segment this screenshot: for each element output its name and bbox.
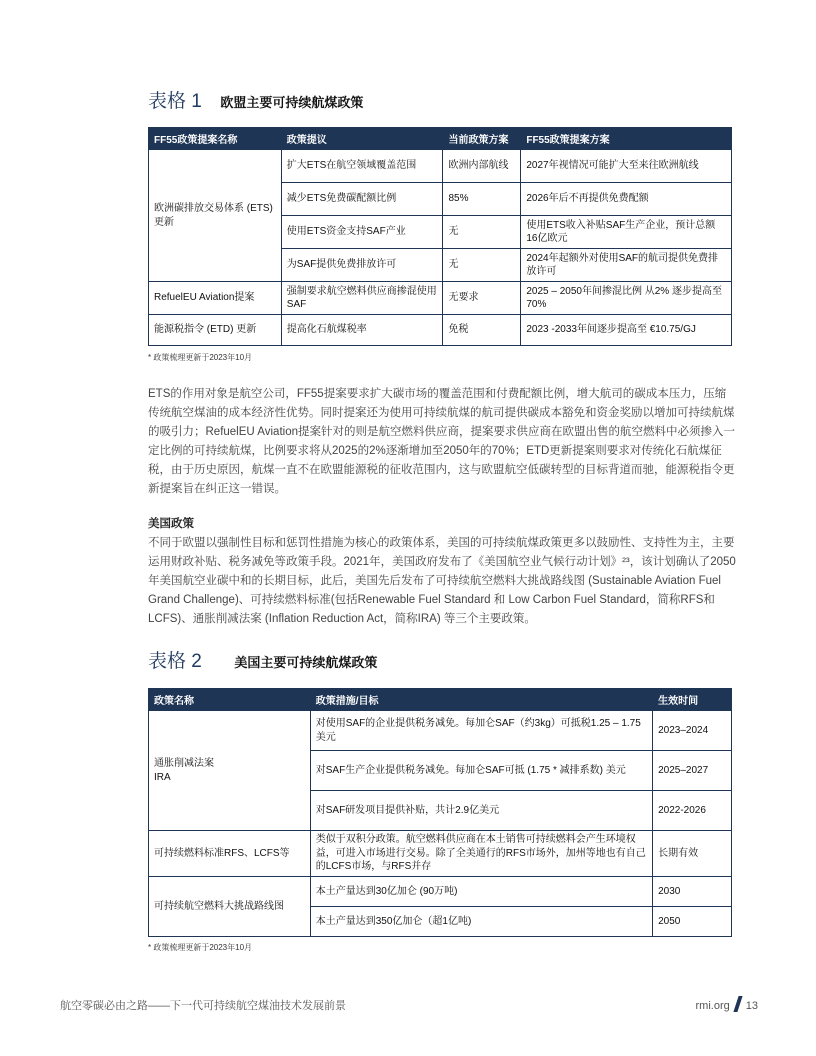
time-cell: 2023–2024	[653, 711, 732, 751]
ff55-cell: 2024年起额外对使用SAF的航司提供免费排放许可	[521, 249, 732, 282]
table2-title: 美国主要可持续航煤政策	[234, 655, 378, 670]
footer-page-info	[696, 996, 758, 1012]
policy-name-cell: RefuelEU Aviation提案	[149, 282, 282, 315]
time-cell: 2025–2027	[653, 751, 732, 791]
proposal-cell: 扩大ETS在航空领域覆盖范围	[281, 150, 443, 183]
measure-cell: 对使用SAF的企业提供税务减免。每加仑SAF（约3kg）可抵税1.25 – 1.75美元	[310, 711, 652, 751]
policy-name-cell: 能源税指令 (ETD) 更新	[149, 315, 282, 346]
current-cell: 无要求	[443, 282, 521, 315]
table2-note: * 政策梳理更新于2023年10月	[148, 943, 253, 952]
table2-header-row	[149, 689, 732, 711]
table1-header: FF55政策提案名称	[149, 128, 282, 150]
current-cell: 85%	[443, 183, 521, 216]
table1-note: * 政策梳理更新于2023年10月	[148, 353, 253, 362]
time-cell: 长期有效	[653, 831, 732, 877]
policy-name-cell	[149, 711, 311, 831]
table1-title: 欧盟主要可持续航煤政策	[220, 95, 364, 110]
current-cell: 免税	[443, 315, 521, 346]
policy-name-cell: 欧洲碳排放交易体系 (ETS) 更新	[149, 150, 282, 282]
table-row	[149, 831, 732, 877]
table1-label: 表格 1	[148, 91, 202, 112]
ira-name-line: IRA	[154, 771, 171, 783]
table-row	[149, 150, 732, 183]
current-cell: 欧洲内部航线	[443, 150, 521, 183]
table1-header-row	[149, 128, 732, 150]
table2-label: 表格 2	[148, 651, 202, 672]
table1-heading	[148, 86, 363, 113]
ff55-cell: 2026年后不再提供免费配额	[521, 183, 732, 216]
current-cell: 无	[443, 216, 521, 249]
measure-cell: 本土产量达到30亿加仑 (90万吨)	[310, 877, 652, 907]
table-row	[149, 877, 732, 907]
table-row	[149, 711, 732, 751]
table-row	[149, 282, 732, 315]
table1-header: FF55政策提案方案	[521, 128, 732, 150]
body-paragraph	[148, 534, 736, 629]
footer-site-link[interactable]: rmi.org	[695, 1000, 730, 1012]
time-cell: 2050	[653, 907, 732, 937]
paragraph-us: 不同于欧盟以强制性目标和惩罚性措施为核心的政策体系，美国的可持续航煤政策更多以鼓励性、支持性为主，主要运用财政补贴、税务减免等政策手段。2021年，美国政府发布了《美国航空业气候行动计划》²³，该计划确认了2050年美国航空业碳中和的长期目标，此后，美国先后发布了可持续航空燃料大挑战路线图 (Sustainable Aviation Fuel Grand Challenge)、可持续燃料标准(包括Renewable Fuel Standard 和 Low Carbon Fuel Standard，简称RFS和LCFS)、通胀削减法案 (Inflation Reduction Act，简称IRA) 等三个主要政策。	[148, 537, 736, 625]
time-cell: 2022-2026	[653, 791, 732, 831]
table1-header: 政策提议	[281, 128, 443, 150]
table1	[148, 127, 732, 346]
page-number: 13	[745, 1000, 758, 1012]
policy-name-cell: 可持续航空燃料大挑战路线图	[149, 877, 311, 937]
footer-title: 航空零碳必由之路——下一代可持续航空煤油技术发展前景	[60, 1000, 346, 1012]
table2-header: 政策名称	[149, 689, 311, 711]
proposal-cell: 减少ETS免费碳配额比例	[281, 183, 443, 216]
table2	[148, 688, 732, 937]
policy-name-cell: 可持续燃料标准RFS、LCFS等	[149, 831, 311, 877]
measure-cell: 对SAF生产企业提供税务减免。每加仑SAF可抵 (1.75 * 减排系数) 美元	[310, 751, 652, 791]
measure-cell: 对SAF研发项目提供补贴，共计2.9亿美元	[310, 791, 652, 831]
table2-heading	[148, 646, 377, 673]
section-heading-us: 美国政策	[148, 518, 194, 530]
ff55-cell: 2025 – 2050年间掺混比例 从2% 逐步提高至 70%	[521, 282, 732, 315]
proposal-cell: 强制要求航空燃料供应商掺混使用SAF	[281, 282, 443, 315]
measure-cell: 类似于双积分政策。航空燃料供应商在本土销售可持续燃料会产生环境权益，可进入市场进行交易。除了全美通行的RFS市场外，加州等地也有自己的LCFS市场，与RFS并存	[310, 831, 652, 877]
measure-cell: 本土产量达到350亿加仑（超1亿吨)	[310, 907, 652, 937]
proposal-cell: 使用ETS资金支持SAF产业	[281, 216, 443, 249]
time-cell: 2030	[653, 877, 732, 907]
ira-name-line: 通胀削减法案	[154, 758, 214, 769]
ff55-cell: 使用ETS收入补贴SAF生产企业，预计总额16亿欧元	[521, 216, 732, 249]
body-paragraph	[148, 385, 736, 499]
proposal-cell: 为SAF提供免费排放许可	[281, 249, 443, 282]
ff55-cell: 2027年视情况可能扩大至来往欧洲航线	[521, 150, 732, 183]
ff55-cell: 2023 -2033年间逐步提高至 €10.75/GJ	[521, 315, 732, 346]
table1-header: 当前政策方案	[443, 128, 521, 150]
paragraph-ets: ETS的作用对象是航空公司，FF55提案要求扩大碳市场的覆盖范围和付费配额比例，增大航司的碳成本压力，压缩传统航空煤油的成本经济性优势。同时提案还为使用可持续航煤的航司提供碳成本豁免和资金奖励以增加可持续航煤的吸引力；RefuelEU Aviation提案针对的则是航空燃料供应商，提案要求供应商在欧盟出售的航空燃料中必须掺入一定比例的可持续航煤，比例要求将从2025的2%逐渐增加至2050年的70%；ETD更新提案则要求对传统化石航煤征税，由于历史原因，航煤一直不在欧盟能源税的征收范围内，这与欧盟航空低碳转型的目标背道而驰，能源税指令更新提案旨在纠正这一错误。	[148, 388, 735, 495]
table2-header: 政策措施/目标	[310, 689, 652, 711]
slash-divider-icon	[733, 996, 742, 1012]
current-cell: 无	[443, 249, 521, 282]
proposal-cell: 提高化石航煤税率	[281, 315, 443, 346]
table2-header: 生效时间	[653, 689, 732, 711]
table-row	[149, 315, 732, 346]
